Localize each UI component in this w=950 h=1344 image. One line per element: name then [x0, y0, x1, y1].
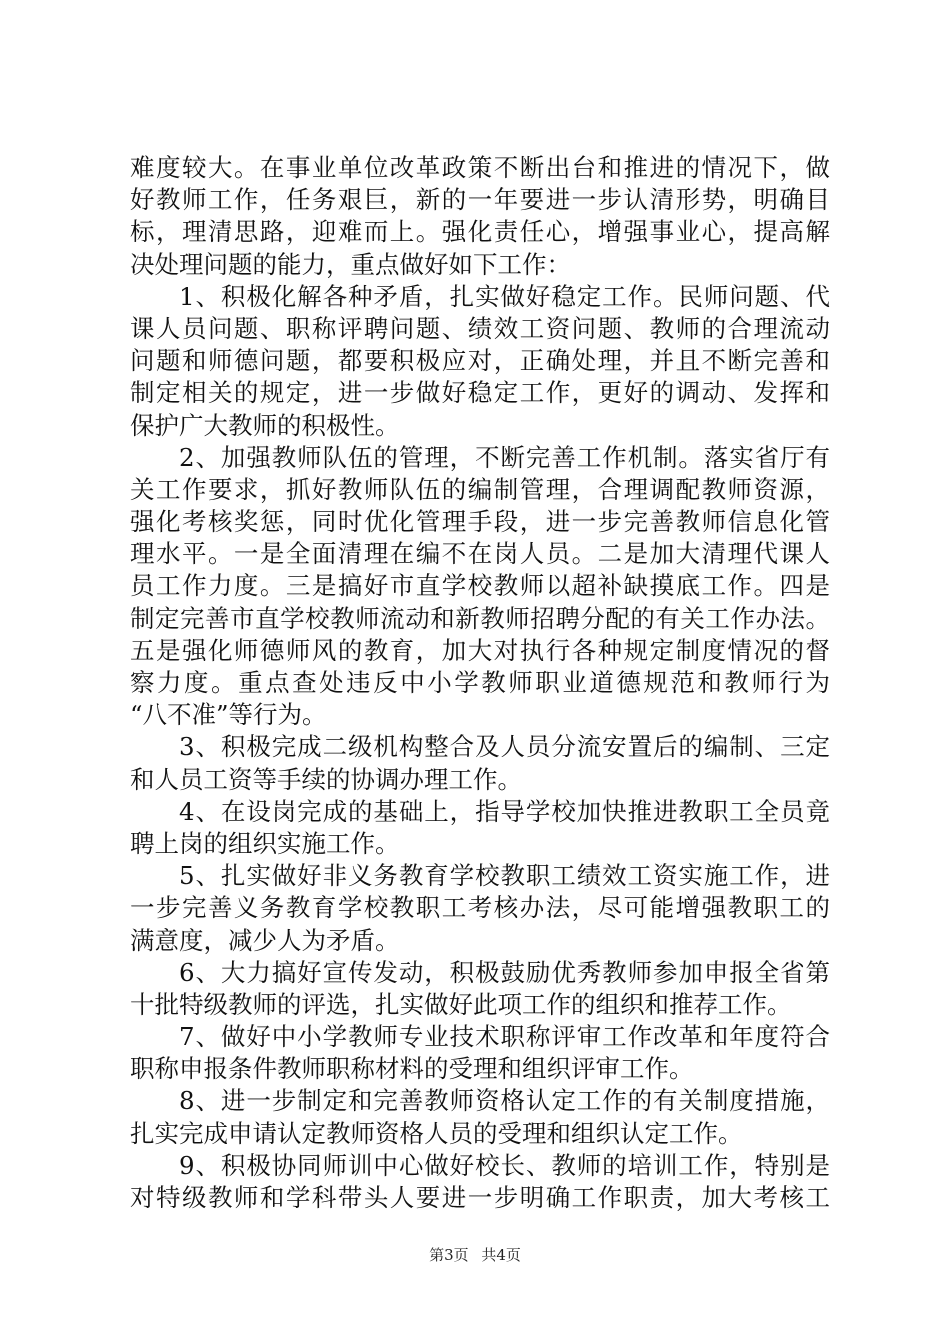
text-line: 制定相关的规定，进一步做好稳定工作，更好的调动、发挥和 [130, 378, 830, 408]
text-line: 3、积极完成二级机构整合及人员分流安置后的编制、三定 [179, 732, 830, 762]
page-footer [0, 1244, 950, 1265]
text-line: 职称申报条件教师职称材料的受理和组织评审工作。 [130, 1054, 694, 1084]
text-line: 7、做好中小学教师专业技术职称评审工作改革和年度符合 [179, 1022, 830, 1052]
text-line: 五是强化师德师风的教育，加大对执行各种规定制度情况的督 [130, 635, 830, 665]
text-line: 员工作力度。三是搞好市直学校教师以超补缺摸底工作。四是 [130, 571, 830, 601]
text-line: 9、积极协同师训中心做好校长、教师的培训工作，特别是 [179, 1150, 830, 1180]
text-line: 对特级教师和学科带头人要进一步明确工作职责，加大考核工 [130, 1183, 830, 1212]
text-line: 保护广大教师的积极性。 [130, 410, 400, 440]
text-line: 4、在设岗完成的基础上，指导学校加快推进教职工全员竟 [179, 796, 830, 826]
text-line: 课人员问题、职称评聘问题、绩效工资问题、教师的合理流动 [130, 313, 830, 343]
text-line: 十批特级教师的评选，扎实做好此项工作的组织和推荐工作。 [130, 989, 792, 1019]
text-line: 理水平。一是全面清理在编不在岗人员。二是加大清理代课人 [130, 539, 830, 569]
text-line: 制定完善市直学校教师流动和新教师招聘分配的有关工作办法。 [130, 603, 830, 633]
text-line: 满意度，减少人为矛盾。 [130, 925, 400, 955]
text-line: 察力度。重点查处违反中小学教师职业道德规范和教师行为 [130, 668, 830, 697]
text-line: 聘上岗的组织实施工作。 [130, 828, 400, 858]
text-line: 好教师工作，任务艰巨，新的一年要进一步认清形势，明确目 [130, 185, 830, 215]
text-line: 问题和师德问题，都要积极应对，正确处理，并且不断完善和 [130, 346, 830, 376]
text-line: 关工作要求，抓好教师队伍的编制管理，合理调配教师资源， [130, 474, 830, 504]
page-total: 共4页 [481, 1246, 521, 1264]
page-number: 第3页 [429, 1246, 469, 1264]
text-line: 5、扎实做好非义务教育学校教职工绩效工资实施工作，进 [179, 861, 830, 891]
text-line: 强化考核奖惩，同时优化管理手段，进一步完善教师信息化管 [130, 507, 830, 537]
text-line: 2、加强教师队伍的管理，不断完善工作机制。落实省厅有 [179, 442, 830, 472]
text-line: 决处理问题的能力，重点做好如下工作： [130, 249, 571, 279]
text-line: 8、进一步制定和完善教师资格认定工作的有关制度措施， [179, 1086, 830, 1116]
document-body [130, 152, 830, 1214]
text-line: 难度较大。在事业单位改革政策不断出台和推进的情况下，做 [130, 153, 830, 182]
text-line: 一步完善义务教育学校教职工考核办法，尽可能增强教职工的 [130, 893, 830, 923]
text-line: 扎实完成申请认定教师资格人员的受理和组织认定工作。 [130, 1118, 743, 1148]
text-line: 6、大力搞好宣传发动，积极鼓励优秀教师参加申报全省第 [179, 957, 830, 987]
text-line: 和人员工资等手续的协调办理工作。 [130, 764, 522, 794]
text-line: “八不准”等行为。 [130, 700, 327, 730]
text-line: 1、积极化解各种矛盾，扎实做好稳定工作。民师问题、代 [179, 281, 830, 311]
text-line: 标，理清思路，迎难而上。强化责任心，增强事业心，提高解 [130, 217, 830, 247]
